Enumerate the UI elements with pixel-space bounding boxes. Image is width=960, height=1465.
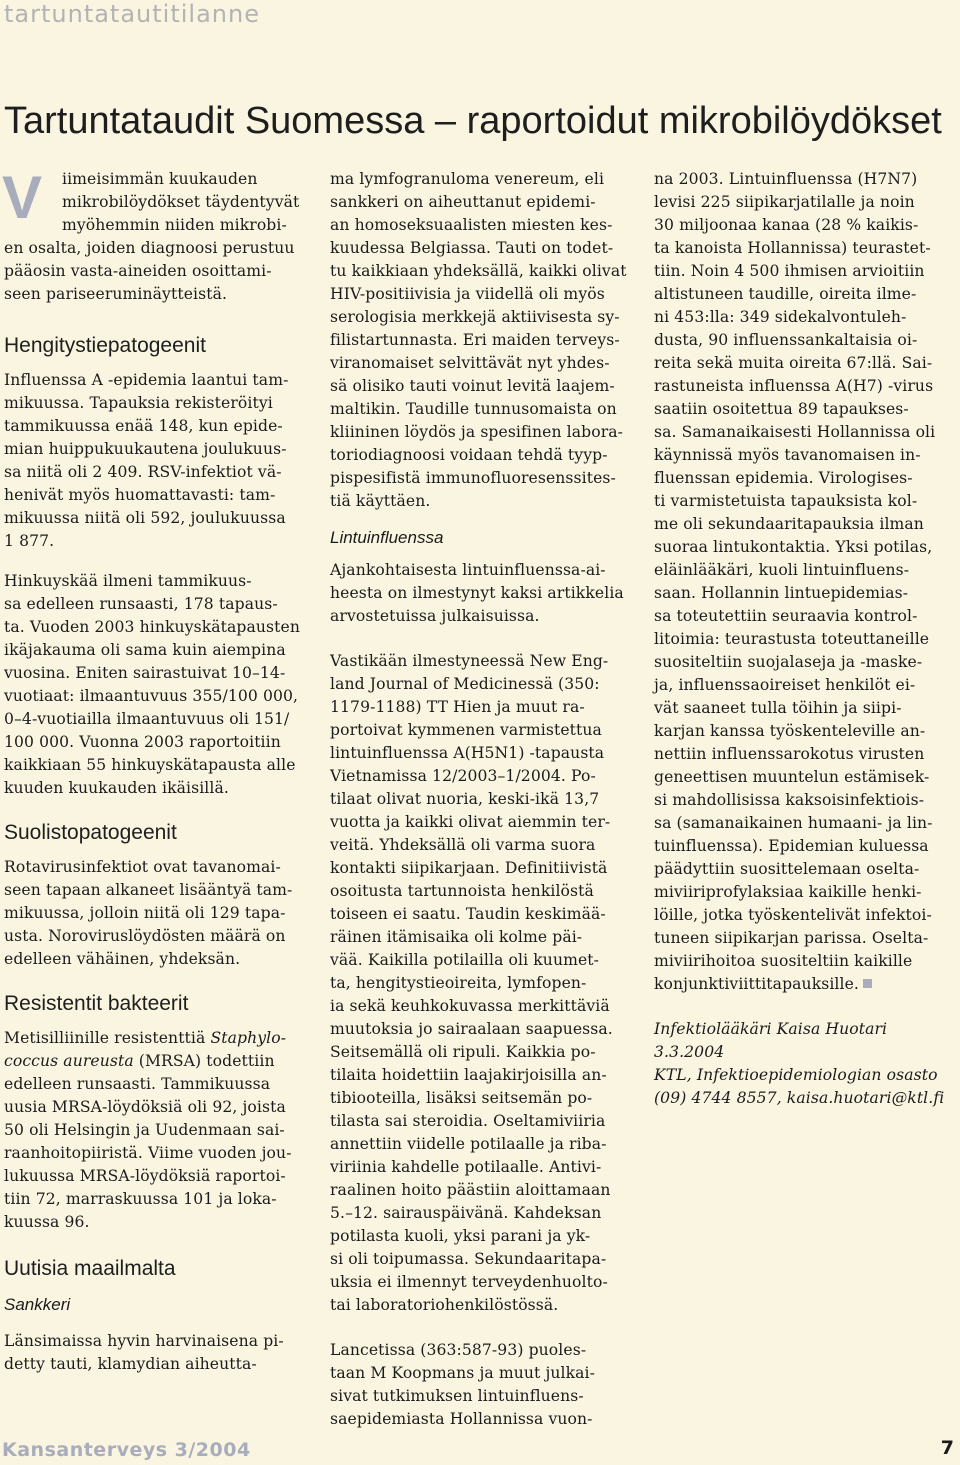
text-line: ta. Vuoden 2003 hinkuyskätapausten (4, 618, 300, 636)
paragraph-sankkeri (4, 1330, 306, 1376)
paragraph-respiratory-2 (4, 570, 306, 800)
text-line: litoimia: teurastusta toteuttaneille (654, 630, 930, 648)
species-name: Staphylo- (210, 1029, 287, 1047)
paragraph-resistant (4, 1027, 306, 1234)
text-line: annettiin viidelle potilaalle ja riba- (330, 1135, 607, 1153)
signature-line: 3.3.2004 (654, 1043, 725, 1061)
text-line: suositeltiin suojalaseja ja -maske- (654, 653, 923, 671)
text-line: viriinia kahdelle potilaalle. Antivi- (330, 1158, 602, 1176)
text-line: mian huippukuukautena joulukuus- (4, 440, 287, 458)
text-line: ta kanoista Hollannissa) teurastet- (654, 239, 931, 257)
text-line: Seitsemällä oli ripuli. Kaikkia po- (330, 1043, 596, 1061)
text-line: saan. Hollannin lintuepidemias- (654, 584, 909, 602)
signature-line: Infektiolääkäri Kaisa Huotari (654, 1020, 888, 1038)
text-line: tilaat olivat nuoria, keski-ikä 13,7 (330, 790, 600, 808)
text-line: 5.–12. sairauspäivänä. Kahdeksan (330, 1204, 602, 1222)
text-line: uusia MRSA-löydöksiä oli 92, joista (4, 1098, 286, 1116)
signature-block (654, 1018, 958, 1110)
text-line: HIV-positiivisia ja viidellä oli myös (330, 285, 605, 303)
paragraph-bird-2 (330, 650, 634, 1317)
text-line: suoraa lintukontaktia. Yksi potilas, (654, 538, 933, 556)
text-line: geneettisen muuntelun estämisek- (654, 768, 930, 786)
text-line: uksia ei ilmennyt terveydenhuolto- (330, 1273, 608, 1291)
text-line: levisi 225 siipikarjatilalle ja noin (654, 193, 915, 211)
text-line: päädyttiin suosittelemaan oselta- (654, 860, 920, 878)
text-line: vuotta ja kaikki olivat aiemmin ter- (330, 813, 611, 831)
text-line: tiin 72, marraskuussa 101 ja loka- (4, 1190, 277, 1208)
column-3 (654, 168, 958, 1110)
text-line: fluenssan epidemia. Virologises- (654, 469, 913, 487)
text-line (4, 1050, 306, 1073)
species-name: coccus aureusta (4, 1052, 134, 1070)
column-2 (330, 168, 634, 1431)
text-line: ikäjakauma oli sama kuin aiempina (4, 641, 286, 659)
text-line: ta, hengitystieoireita, lymfopen- (330, 974, 587, 992)
text-line (4, 1027, 306, 1050)
text-line: ti varmistetuista tapauksista kol- (654, 492, 918, 510)
text-line: löille, jotka työskentelivät infektoi- (654, 906, 932, 924)
text-line: mikuussa niitä oli 592, joulukuussa (4, 509, 286, 527)
heading-gut: Suolistopatogeenit (4, 821, 177, 844)
text-line: edelleen vähäinen, yhdeksän. (4, 950, 241, 968)
text-line: serologisia merkkejä aktiivisesta sy- (330, 308, 620, 326)
signature-line: (09) 4744 8557, kaisa.huotari@ktl.fi (654, 1089, 945, 1107)
text-line: tammikuussa enää 148, kun epide- (4, 417, 283, 435)
text-line: sa niitä oli 2 409. RSV-infektiot vä- (4, 463, 282, 481)
text-line: pispesifistä immunofluoresenssites- (330, 469, 616, 487)
text-line: toiseen ei saatu. Taudin keskimää- (330, 905, 606, 923)
intro-line: iimeisimmän kuukauden (62, 170, 258, 188)
text-line: miviiriprofylaksiaa kaikille henki- (654, 883, 922, 901)
heading-world-news: Uutisia maailmalta (4, 1257, 176, 1280)
text-line: käynnissä myös tavanomaisen in- (654, 446, 921, 464)
text-line: ia sekä keuhkokuvassa merkittäviä (330, 997, 610, 1015)
text-line: potilasta kuoli, yksi parani ja yk- (330, 1227, 591, 1245)
text-line: 1 877. (4, 532, 55, 550)
text-line: mikuussa, jolloin niitä oli 129 tapa- (4, 904, 286, 922)
text-line: maltikin. Taudille tunnusomaista on (330, 400, 617, 418)
text-line: tiin. Noin 4 500 ihmisen arvioitiin (654, 262, 925, 280)
text-line: edelleen runsaasti. Tammikuussa (4, 1075, 271, 1093)
text-line: reita sekä muita oireita 67:llä. Sai- (654, 354, 933, 372)
text-line: vät saaneet tulla töihin ja siipi- (654, 699, 902, 717)
text-line: tiä käyttäen. (330, 492, 431, 510)
intro-paragraph (2, 164, 306, 306)
paragraph-gut (4, 856, 306, 971)
text-line: rastuneista influenssa A(H7) -virus (654, 377, 934, 395)
text-line: na 2003. Lintuinfluenssa (H7N7) (654, 170, 918, 188)
text-line: kuuden kuukauden ikäisillä. (4, 779, 229, 797)
text-line: karjan kanssa työskenteleville an- (654, 722, 926, 740)
text-line: tuinfluenssa). Epidemian kuluessa (654, 837, 929, 855)
text-line: nettiin influenssarokotus virusten (654, 745, 925, 763)
text-line: sä olisiko tauti voinut levitä laajem- (330, 377, 615, 395)
text-line: tu kaikkiaan yhdeksällä, kaikki olivat (330, 262, 627, 280)
text-line: sa toteutettiin seuraavia kontrol- (654, 607, 918, 625)
text-line: kuudessa Belgiassa. Tauti on todet- (330, 239, 614, 257)
paragraph-bird-1 (330, 559, 634, 628)
intro-line: mikrobilöydökset täydentyvät (62, 193, 300, 211)
text-line: tilasta sai steroidia. Oseltamiviiria (330, 1112, 606, 1130)
text-line: sa edelleen runsaasti, 178 tapaus- (4, 595, 278, 613)
text-span: (MRSA) todettiin (133, 1052, 275, 1070)
subheading-sankkeri: Sankkeri (4, 1295, 71, 1314)
text-line: kuussa 96. (4, 1213, 90, 1231)
intro-line: en osalta, joiden diagnoosi perustuu (4, 239, 295, 257)
text-line: 1179-1188) TT Hien ja muut ra- (330, 698, 585, 716)
text-line: saepidemiasta Hollannissa vuon- (330, 1410, 593, 1428)
paragraph-bird-3 (330, 1339, 634, 1431)
text-line: arvostetuissa julkaisuissa. (330, 607, 540, 625)
heading-respiratory: Hengitystiepatogeenit (4, 334, 206, 357)
text-line: dusta, 90 influenssankaltaisia oi- (654, 331, 918, 349)
text-line: sankkeri on aiheuttanut epidemi- (330, 193, 596, 211)
text-line: muutoksia jo sairaalaan saapuessa. (330, 1020, 613, 1038)
text-line: me oli sekundaaritapauksia ilman (654, 515, 924, 533)
text-line: 30 miljoonaa kanaa (28 % kaikis- (654, 216, 919, 234)
text-line: sa. Samanaikaisesti Hollannissa oli (654, 423, 936, 441)
text-line: an homoseksuaalisten miesten kes- (330, 216, 613, 234)
text-line: 50 oli Helsingin ja Uudenmaan sai- (4, 1121, 285, 1139)
intro-line: seen pariseeruminäytteistä. (4, 285, 228, 303)
text-line: filistartunnasta. Eri maiden terveys- (330, 331, 620, 349)
text-line: tibiooteilla, lisäksi seitsemän po- (330, 1089, 593, 1107)
text-line: henivät myös huomattavasti: tam- (4, 486, 276, 504)
text-line: Rotavirusinfektiot ovat tavanomai- (4, 858, 281, 876)
text-line: toriodiagnoosi voidaan tehdä tyyp- (330, 446, 608, 464)
text-line: miviirihoitoa suositeltiin kaikille (654, 952, 913, 970)
text-line: kliininen löydös ja spesifinen labora- (330, 423, 624, 441)
text-line: land Journal of Medicinessä (350: (330, 675, 600, 693)
section-tag: tartuntatautitilanne (4, 0, 260, 28)
text-span: Metisilliinille resistenttiä (4, 1029, 211, 1047)
signature-line: KTL, Infektioepidemiologian osasto (654, 1066, 938, 1084)
drop-cap: V (2, 164, 43, 231)
text-line: veitä. Yhdeksällä oli varma suora (330, 836, 596, 854)
text-line: räinen itämisaika oli kolme päi- (330, 928, 583, 946)
publication-footer: Kansanterveys 3/2004 (2, 1439, 251, 1461)
text-line: vuotiaat: ilmaantuvuus 355/100 000, (4, 687, 299, 705)
text-line: taan M Koopmans ja muut julkai- (330, 1364, 596, 1382)
text-line: ma lymfogranuloma venereum, eli (330, 170, 605, 188)
text-span: konjunktiviittitapauksille. (654, 975, 859, 993)
end-mark-icon (863, 979, 872, 988)
text-line: kaikkiaan 55 hinkuyskätapausta alle (4, 756, 296, 774)
text-line: tai laboratoriohenkilöstössä. (330, 1296, 559, 1314)
text-line: Hinkuyskää ilmeni tammikuus- (4, 572, 252, 590)
text-line: Vietnamissa 12/2003–1/2004. Po- (330, 767, 596, 785)
text-line: Länsimaissa hyvin harvinaisena pi- (4, 1332, 284, 1350)
text-line: usta. Noroviruslöydösten määrä on (4, 927, 286, 945)
text-line: Ajankohtaisesta lintuinfluenssa-ai- (330, 561, 606, 579)
subheading-lintuinfluenssa: Lintuinfluenssa (330, 528, 444, 547)
text-line: seen tapaan alkaneet lisääntyä tam- (4, 881, 293, 899)
text-line: mikuussa. Tapauksia rekisteröityi (4, 394, 273, 412)
text-line-last (654, 973, 958, 996)
text-line: heesta on ilmestynyt kaksi artikkelia (330, 584, 624, 602)
text-line: ni 453:lla: 349 sidekalvontuleh- (654, 308, 907, 326)
text-line: ja, influenssaoireiset henkilöt ei- (654, 676, 916, 694)
paragraph-netherlands (654, 168, 958, 996)
text-line: sivat tutkimuksen lintuinfluens- (330, 1387, 584, 1405)
text-line: lukuussa MRSA-löydöksiä raportoi- (4, 1167, 286, 1185)
heading-resistant: Resistentit bakteerit (4, 992, 189, 1015)
text-line: raanhoitopiiristä. Viime vuoden jou- (4, 1144, 292, 1162)
text-line: saatiin osoitettua 89 tapaukses- (654, 400, 909, 418)
text-line: Lancetissa (363:587-93) puoles- (330, 1341, 587, 1359)
page-number: 7 (940, 1437, 954, 1459)
text-line: detty tauti, klamydian aiheutta- (4, 1355, 257, 1373)
text-line: vää. Kaikilla potilailla oli kuumet- (330, 951, 600, 969)
text-line: vuosina. Eniten sairastuivat 10–14- (4, 664, 286, 682)
text-line: sa (samanaikainen humaani- ja lin- (654, 814, 933, 832)
text-line: tilaita hoidettiin laajakirjoisilla an- (330, 1066, 607, 1084)
text-line: portoivat kymmenen varmistettua (330, 721, 602, 739)
text-line: osoitusta tartunnoista henkilöstä (330, 882, 594, 900)
text-line: raalinen hoito päästiin aloittamaan (330, 1181, 611, 1199)
paragraph-sankkeri-cont (330, 168, 634, 513)
text-line: 0–4-vuotiailla ilmaantuvuus oli 151/ (4, 710, 290, 728)
intro-line: pääosin vasta-aineiden osoittami- (4, 262, 272, 280)
text-line: altistuneen taudille, oireita ilme- (654, 285, 917, 303)
text-line: 100 000. Vuonna 2003 raportoitiin (4, 733, 281, 751)
intro-line: myöhemmin niiden mikrobi- (62, 216, 287, 234)
text-line: Influenssa A -epidemia laantui tam- (4, 371, 289, 389)
text-line: Vastikään ilmestyneessä New Eng- (330, 652, 609, 670)
text-line: si oli toipumassa. Sekundaaritapa- (330, 1250, 607, 1268)
page-title: Tartuntataudit Suomessa – raportoidut mikrobilöydökset (4, 100, 942, 142)
text-line: lintuinfluenssa A(H5N1) -tapausta (330, 744, 605, 762)
text-line: tuneen siipikarjan parissa. Oselta- (654, 929, 929, 947)
text-line: kontakti siipikarjaan. Definitiivistä (330, 859, 608, 877)
text-line: eläinlääkäri, kuoli lintuinfluens- (654, 561, 910, 579)
column-1 (2, 164, 306, 1376)
text-line: si mahdollisissa kaksoisinfektiois- (654, 791, 925, 809)
paragraph-respiratory-1 (4, 369, 306, 553)
text-line: viranomaiset selvittävät nyt yhdes- (330, 354, 610, 372)
